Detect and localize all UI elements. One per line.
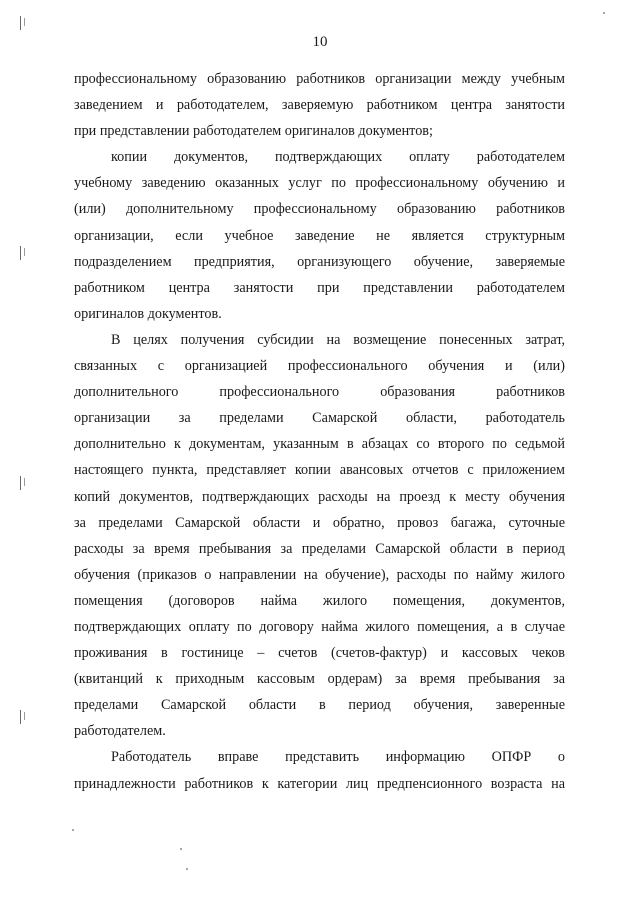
scan-mark [20,16,21,30]
text-line: заведением и работодателем, заверяемую работником центра занятости [74,97,565,114]
text-line: работодателем. [74,723,166,740]
text-line: дополнительно к документам, указанным в абзацах со второго по седьмой [74,436,565,453]
text-line: копий документов, подтверждающих расходы на проезд к месту обучения [74,488,565,505]
text-line: связанных с организацией профессионального обучения и (или) [74,358,565,375]
text-line: учебному заведению оказанных услуг по профессиональному обучению и [74,175,565,192]
scan-speck [72,829,74,831]
text-line: (или) дополнительному профессиональному образованию работников [74,201,565,218]
paragraph-2 [74,144,565,327]
scan-speck [186,868,188,870]
text-line: оригиналов документов. [74,305,222,322]
scan-speck [180,848,182,850]
text-line: пределами Самарской области в период обучения, заверенные [74,697,565,714]
text-line: работником центра занятости при представлении работодателем [74,279,565,296]
text-line: организации за пределами Самарской области, работодатель [74,410,565,427]
scan-mark [20,710,21,724]
text-line: Работодатель вправе представить информацию ОПФР о [111,749,565,766]
text-line: подтверждающих оплату по договору найма жилого помещения, а в случае [74,618,565,635]
text-line: копии документов, подтверждающих оплату работодателем [111,149,565,166]
text-line: проживания в гостинице – счетов (счетов-фактур) и кассовых чеков [74,645,565,662]
page-number: 10 [312,34,328,50]
scan-mark [20,476,21,490]
text-line: организации, если учебное заведение не является структурным [74,227,565,244]
text-line: настоящего пункта, представляет копии авансовых отчетов с приложением [74,462,565,479]
text-line: при представлении работодателем оригиналов документов; [74,123,433,140]
text-line: (квитанций к приходным кассовым ордерам) за время пребывания за [74,671,565,688]
text-line: расходы за время пребывания за пределами Самарской области в период [74,540,565,557]
scan-mark [24,712,25,720]
text-line: подразделением предприятия, организующего обучение, заверяемые [74,253,565,270]
scan-mark [24,18,25,26]
scan-mark [24,478,25,486]
scan-mark [24,248,25,256]
text-line: за пределами Самарской области и обратно, провоз багажа, суточные [74,514,565,531]
text-line: принадлежности работников к категории лиц предпенсионного возраста на [74,775,565,792]
paragraph-4 [74,744,565,796]
scan-mark [20,246,21,260]
scan-speck [603,12,605,14]
text-line: обучения (приказов о направлении на обучение), расходы по найму жилого [74,566,565,583]
text-line: дополнительного профессионального образования работников [74,384,565,401]
text-line: В целях получения субсидии на возмещение понесенных затрат, [111,331,565,348]
text-line: помещения (договоров найма жилого помещения, документов, [74,592,565,609]
paragraph-1 [74,66,565,144]
paragraph-3 [74,327,565,745]
text-line: профессиональному образованию работников организации между учебным [74,71,565,87]
document-body [74,66,565,797]
